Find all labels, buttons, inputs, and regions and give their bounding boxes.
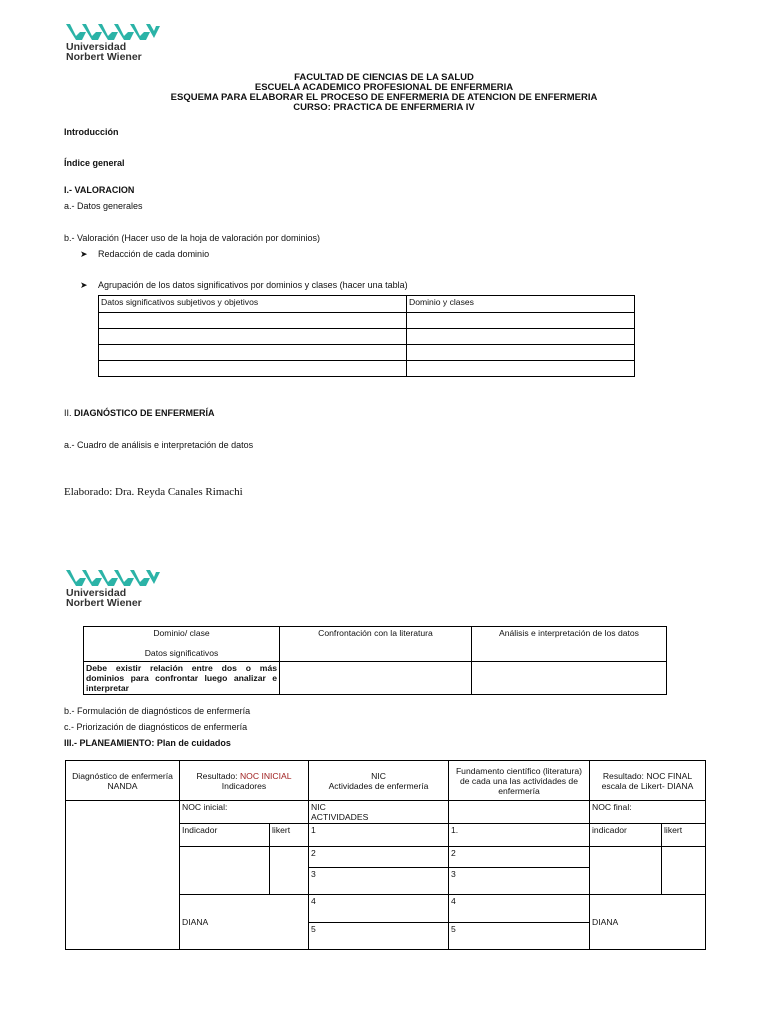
table-cell — [407, 361, 635, 377]
logo-waves-icon — [66, 22, 160, 42]
diagnostico-heading — [64, 408, 215, 418]
table-header-cell: Resultado: NOC FINAL escala de Likert- DIANA — [590, 761, 706, 801]
table-cell: 3 — [449, 868, 590, 895]
table-cell — [280, 662, 472, 695]
valoracion-heading: I.- VALORACION — [64, 185, 135, 195]
arrow-bullet-icon: ➤ — [80, 249, 88, 259]
table-cell — [407, 345, 635, 361]
table-cell: 4 — [449, 895, 590, 923]
table-header-cell: Datos significativos subjetivos y objetivos — [99, 296, 407, 313]
bullet-text: Redacción de cada dominio — [98, 249, 210, 259]
diagnostico-prefix: II. — [64, 408, 75, 418]
planeamiento-heading: III.- PLANEAMIENTO: Plan de cuidados — [64, 738, 231, 748]
priorizacion-text: c.- Priorización de diagnósticos de enfermería — [64, 722, 248, 732]
indice-heading: Índice general — [64, 158, 125, 168]
arrow-bullet-icon: ➤ — [80, 280, 88, 290]
datos-significativos-label: Datos significativos — [144, 648, 219, 658]
table-cell — [270, 847, 309, 895]
table-header-cell: Fundamento científico (literatura) de cada una las actividades de enfermería — [449, 761, 590, 801]
table-header-cell — [84, 627, 280, 662]
datos-dominios-table — [98, 295, 635, 377]
table-cell — [99, 361, 407, 377]
actividades-cell-label: ACTIVIDADES — [311, 812, 369, 822]
logo-line1: Universidad — [66, 587, 127, 599]
header-line1: FACULTAD DE CIENCIAS DE LA SALUD — [294, 72, 474, 83]
introduccion-heading: Introducción — [64, 127, 119, 137]
logo-line2: Norbert Wiener — [66, 597, 142, 609]
logo-waves-icon — [66, 568, 160, 588]
table-header-cell: Dominio y clases — [407, 296, 635, 313]
table-cell: NOC final: — [590, 801, 706, 824]
table-header-cell: Confrontación con la literatura — [280, 627, 472, 662]
university-logo — [66, 22, 166, 62]
university-logo — [66, 568, 166, 608]
plan-cuidados-table — [65, 760, 706, 950]
table-cell — [180, 847, 270, 895]
table-cell: indicador — [590, 824, 662, 847]
actividades-label: Actividades de enfermería — [328, 780, 429, 791]
bullet-item — [80, 280, 408, 291]
table-cell — [407, 329, 635, 345]
table-cell — [309, 801, 449, 824]
header-line2: ESCUELA ACADEMICO PROFESIONAL DE ENFERMERIA — [254, 82, 514, 93]
table-cell: NOC inicial: — [180, 801, 309, 824]
table-cell: Debe existir relación entre dos o más dominios para confrontar luego analizar e interpretar — [84, 662, 280, 695]
header-line3: ESQUEMA PARA ELABORAR EL PROCESO DE ENFERMERIA DE ATENCION DE ENFERMERIA — [170, 92, 598, 103]
table-cell — [407, 313, 635, 329]
table-cell — [662, 847, 706, 895]
diagnostico-title: DIAGNÓSTICO DE ENFERMERÍA — [74, 408, 215, 418]
table-cell — [66, 801, 180, 950]
table-cell: 3 — [309, 868, 449, 895]
table-cell — [99, 345, 407, 361]
nic-cell-label: NIC — [311, 802, 326, 812]
table-cell: 4 — [309, 895, 449, 923]
table-cell: 5 — [449, 923, 590, 950]
bullet-text: Agrupación de los datos significativos por dominios y clases (hacer una tabla) — [98, 280, 408, 290]
analisis-table — [83, 626, 667, 695]
document-header — [0, 73, 768, 113]
table-header-cell — [309, 761, 449, 801]
elaborado-text: Elaborado: Dra. Reyda Canales Rimachi — [64, 486, 243, 498]
table-cell — [99, 313, 407, 329]
noc-inicial-label: NOC INICIAL — [239, 770, 292, 781]
table-cell — [590, 847, 662, 895]
formulacion-text: b.- Formulación de diagnósticos de enfermería — [64, 706, 251, 716]
valoracion-b-text: b.- Valoración (Hacer uso de la hoja de valoración por dominios) — [64, 233, 320, 243]
table-cell: 2 — [449, 847, 590, 868]
logo-line2: Norbert Wiener — [66, 51, 142, 63]
table-cell: likert — [662, 824, 706, 847]
table-cell: likert — [270, 824, 309, 847]
table-cell — [472, 662, 667, 695]
bullet-item — [80, 249, 209, 260]
table-header-cell: Análisis e interpretación de los datos — [472, 627, 667, 662]
table-cell: 2 — [309, 847, 449, 868]
table-cell — [99, 329, 407, 345]
table-header-cell: Diagnóstico de enfermería NANDA — [66, 761, 180, 801]
resultado-label: Resultado: — [196, 770, 240, 781]
cuadro-text: a.- Cuadro de análisis e interpretación de datos — [64, 440, 254, 450]
indicadores-label: Indicadores — [221, 780, 267, 791]
header-line4: CURSO: PRACTICA DE ENFERMERIA IV — [293, 102, 475, 113]
table-cell: 1. — [449, 824, 590, 847]
table-cell: DIANA — [590, 895, 706, 950]
dominio-clase-label: Dominio/ clase — [153, 628, 210, 638]
table-header-cell — [180, 761, 309, 801]
table-cell: 1 — [309, 824, 449, 847]
table-cell: 5 — [309, 923, 449, 950]
nic-label: NIC — [371, 770, 386, 781]
table-cell — [449, 801, 590, 824]
logo-line1: Universidad — [66, 41, 127, 53]
table-cell: DIANA — [180, 895, 309, 950]
datos-generales-text: a.- Datos generales — [64, 201, 143, 211]
table-cell: Indicador — [180, 824, 270, 847]
